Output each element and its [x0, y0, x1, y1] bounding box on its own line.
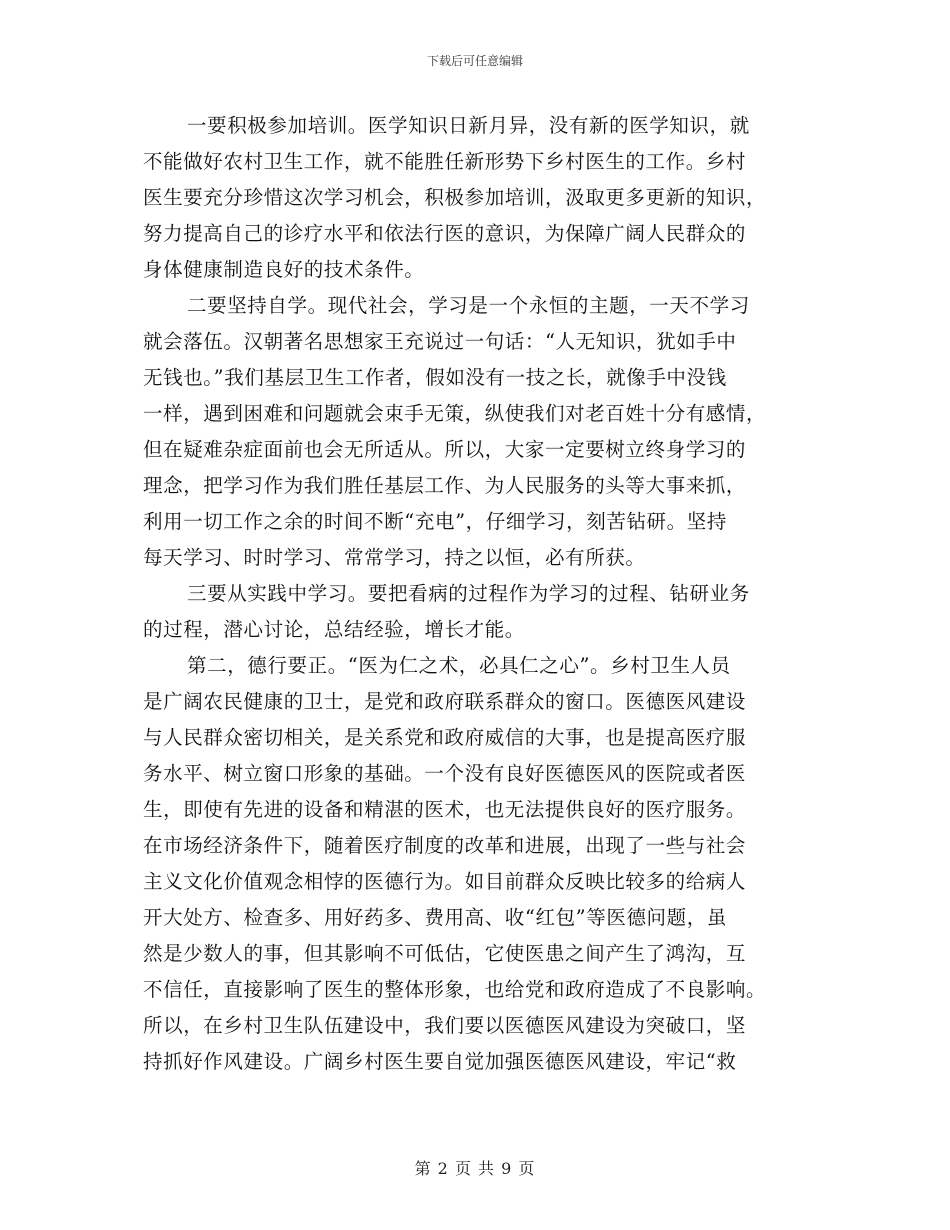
text-line: 三要从实践中学习。要把看病的过程作为学习的过程、钻研业务 — [187, 582, 750, 605]
paragraph-3 — [143, 576, 807, 648]
text-line: 利用一切工作之余的时间不断“充电”，仔细学习，刻苦钻研。坚持 — [143, 510, 727, 533]
document-body — [143, 108, 807, 1080]
text-line: 但在疑难杂症面前也会无所适从。所以，大家一定要树立终身学习的 — [143, 438, 747, 461]
text-line: 一要积极参加培训。医学知识日新月异，没有新的医学知识，就 — [187, 114, 750, 137]
text-line: 主义文化价值观念相悖的医德行为。如目前群众反映比较多的给病人 — [143, 870, 747, 893]
page-number: 第 2 页 共 9 页 — [414, 1159, 536, 1178]
text-line: 理念，把学习作为我们胜任基层工作、为人民服务的头等大事来抓， — [143, 474, 747, 497]
text-line: 不信任，直接影响了医生的整体形象，也给党和政府造成了不良影响。 — [143, 978, 767, 1001]
text-line: 开大处方、检查多、用好药多、费用高、收“红包”等医德问题，虽 — [143, 906, 727, 929]
text-line: 不能做好农村卫生工作，就不能胜任新形势下乡村医生的工作。乡村 — [143, 150, 747, 173]
text-line: 持抓好作风建设。广阔乡村医生要自觉加强医德医风建设，牢记“救 — [143, 1050, 737, 1073]
text-line: 所以，在乡村卫生队伍建设中，我们要以医德医风建设为突破口，坚 — [143, 1014, 747, 1037]
text-line: 在市场经济条件下，随着医疗制度的改革和进展，出现了一些与社会 — [143, 834, 747, 857]
text-line: 就会落伍。汉朝著名思想家王充说过一句话：“人无知识，犹如手中 — [143, 330, 737, 353]
text-line: 医生要充分珍惜这次学习机会，积极参加培训，汲取更多更新的知识， — [143, 186, 767, 209]
text-line: 每天学习、时时学习、常常学习，持之以恒，必有所获。 — [143, 546, 646, 569]
text-line: 努力提高自己的诊疗水平和依法行医的意识，为保障广阔人民群众的 — [143, 222, 747, 245]
text-line: 是广阔农民健康的卫士，是党和政府联系群众的窗口。医德医风建设 — [143, 690, 747, 713]
paragraph-4 — [143, 648, 807, 1080]
page-header: 下载后可任意编辑 — [426, 54, 523, 68]
paragraph-1 — [143, 108, 807, 288]
text-line: 无钱也。”我们基层卫生工作者，假如没有一技之长，就像手中没钱 — [143, 366, 727, 389]
text-line: 务水平、树立窗口形象的基础。一个没有良好医德医风的医院或者医 — [143, 762, 747, 785]
text-line: 一样，遇到困难和问题就会束手无策，纵使我们对老百姓十分有感情， — [143, 402, 767, 425]
text-line: 生，即使有先进的设备和精湛的医术，也无法提供良好的医疗服务。 — [143, 798, 747, 821]
text-line: 然是少数人的事，但其影响不可低估，它使医患之间产生了鸿沟，互 — [143, 942, 747, 965]
text-line: 二要坚持自学。现代社会，学习是一个永恒的主题，一天不学习 — [187, 294, 750, 317]
text-line: 身体健康制造良好的技术条件。 — [143, 258, 425, 281]
text-line: 与人民群众密切相关，是关系党和政府威信的大事，也是提高医疗服 — [143, 726, 747, 749]
paragraph-2 — [143, 288, 807, 576]
text-line: 的过程，潜心讨论，总结经验，增长才能。 — [143, 618, 525, 641]
text-line: 第二，德行要正。“医为仁之术，必具仁之心”。乡村卫生人员 — [187, 654, 731, 677]
